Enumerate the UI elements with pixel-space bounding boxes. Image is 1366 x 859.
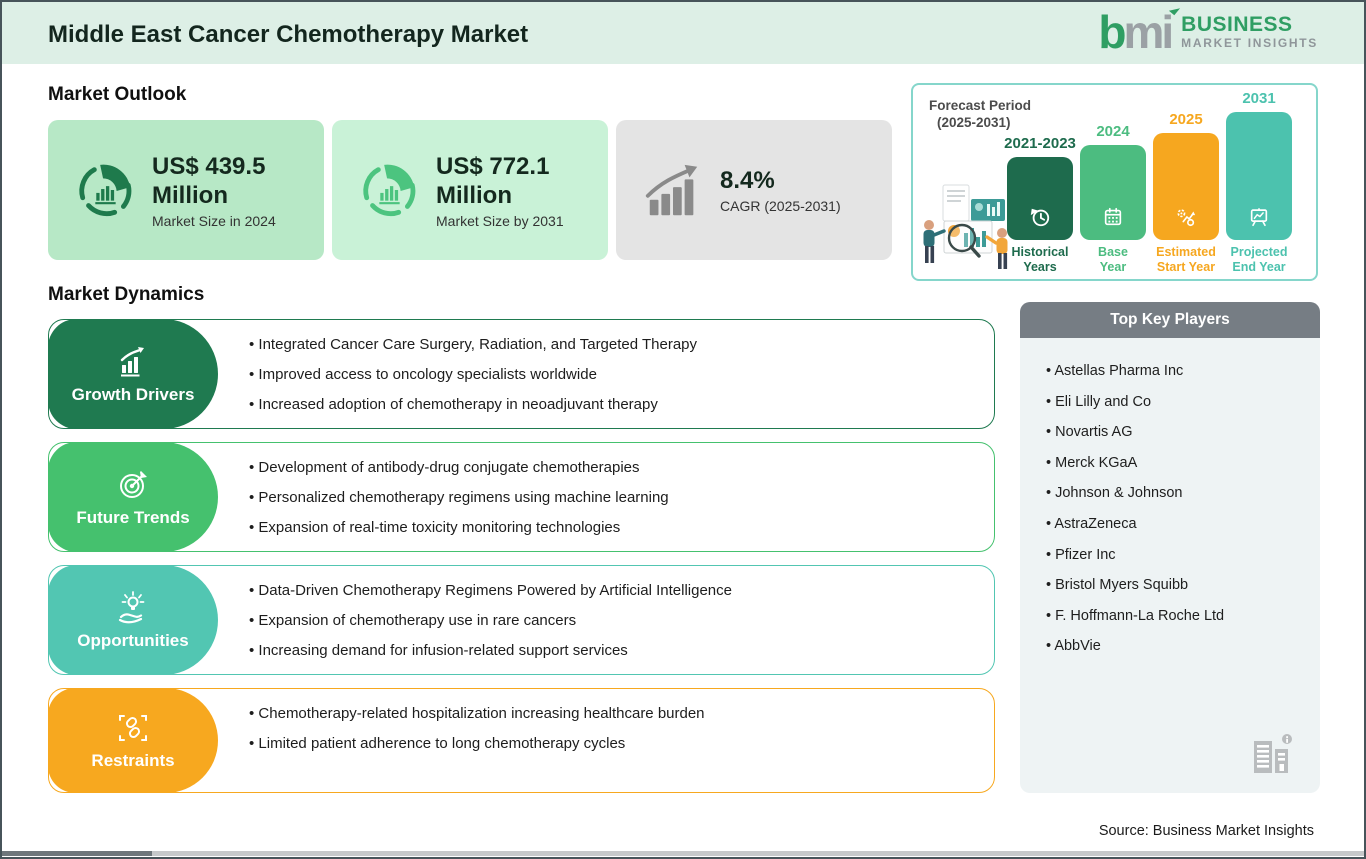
- logo-letter-i: i: [1161, 6, 1171, 58]
- scrollbar-thumb[interactable]: [2, 851, 152, 856]
- forecast-bar-estimated: [1153, 111, 1219, 240]
- list-item: • Personalized chemotherapy regimens using machine learning: [249, 483, 986, 513]
- bmi-logo-mark: [1098, 6, 1172, 58]
- card-caption: Market Size by 2031: [436, 212, 564, 229]
- dynamics-row-future-trends: [48, 442, 995, 552]
- card-value: US$ 439.5: [152, 152, 266, 180]
- forecast-bar-caption: Base Year: [1098, 245, 1128, 274]
- list-item: • Increasing demand for infusion-related support services: [249, 636, 986, 666]
- list-item: • Integrated Cancer Care Surgery, Radiation, and Targeted Therapy: [249, 330, 986, 360]
- growth-drivers-list: [249, 330, 986, 420]
- market-dynamics-heading: Market Dynamics: [48, 284, 205, 305]
- forecast-title: [929, 97, 1031, 131]
- future-trends-pill: [48, 442, 218, 552]
- forecast-year-label: 2024: [1096, 123, 1130, 140]
- top-key-players-panel: [1020, 302, 1320, 793]
- player-item: • Eli Lilly and Co: [1046, 387, 1312, 418]
- market-outlook-heading: Market Outlook: [48, 84, 187, 105]
- restraints-list: [249, 699, 986, 759]
- future-trends-list: [249, 453, 986, 543]
- list-item: • Data-Driven Chemotherapy Regimens Powered by Artificial Intelligence: [249, 576, 986, 606]
- card-unit: Million: [436, 181, 512, 209]
- outlook-cards: [48, 120, 892, 260]
- forecast-bar-caption: Projected End Year: [1230, 245, 1288, 274]
- list-item: • Development of antibody-drug conjugate chemotherapies: [249, 453, 986, 483]
- market-dynamics: [48, 319, 995, 806]
- forecast-bar-caption: Historical Years: [1011, 245, 1069, 274]
- key-players-list: [1020, 338, 1320, 662]
- list-item: • Limited patient adherence to long chemotherapy cycles: [249, 729, 986, 759]
- logo-text: [1181, 14, 1318, 50]
- player-item: • AbbVie: [1046, 631, 1312, 662]
- card-market-size-2031: [332, 120, 608, 260]
- restraints-pill: [48, 688, 218, 793]
- opportunities-list: [249, 576, 986, 666]
- player-item: • AstraZeneca: [1046, 509, 1312, 540]
- player-item: • Merck KGaA: [1046, 448, 1312, 479]
- player-item: • F. Hoffmann-La Roche Ltd: [1046, 601, 1312, 632]
- forecast-bar-projected: [1226, 90, 1292, 240]
- card-text: [152, 152, 276, 229]
- gear-chart-icon: [1175, 206, 1197, 228]
- growth-arrow-icon: [642, 159, 704, 221]
- forecast-bar: [1153, 133, 1219, 240]
- history-clock-icon: [1029, 206, 1051, 228]
- card-text: [436, 152, 564, 229]
- donut-bars-icon: [74, 159, 136, 221]
- card-text: [720, 166, 841, 214]
- pill-label: Restraints: [91, 751, 175, 770]
- list-item: • Improved access to oncology specialists worldwide: [249, 360, 986, 390]
- card-value: 8.4%: [720, 167, 775, 194]
- forecast-period-box: [911, 83, 1318, 281]
- chain-link-icon: [115, 710, 151, 746]
- card-caption: Market Size in 2024: [152, 212, 276, 229]
- list-item: • Chemotherapy-related hospitalization increasing healthcare burden: [249, 699, 986, 729]
- logo-letter-b: b: [1098, 6, 1124, 58]
- page-title: Middle East Cancer Chemotherapy Market: [48, 21, 529, 48]
- donut-bars-icon: [358, 159, 420, 221]
- pill-label: Future Trends: [76, 507, 190, 527]
- header-bar: [2, 2, 1364, 64]
- player-item: • Bristol Myers Squibb: [1046, 570, 1312, 601]
- forecast-title-line2: (2025-2031): [937, 115, 1011, 130]
- dynamics-row-opportunities: [48, 565, 995, 675]
- forecast-year-label: 2021-2023: [1004, 135, 1076, 152]
- card-value: US$ 772.1: [436, 152, 550, 180]
- forecast-title-line1: Forecast Period: [929, 98, 1032, 113]
- horizontal-scrollbar[interactable]: [2, 851, 1364, 856]
- target-dart-icon: [115, 467, 151, 503]
- growth-drivers-pill: [48, 319, 218, 429]
- bar-chart-arrow-icon: [115, 344, 151, 380]
- card-market-size-2024: [48, 120, 324, 260]
- company-buildings-icon: [1250, 731, 1296, 779]
- card-cagr: [616, 120, 892, 260]
- list-item: • Expansion of chemotherapy use in rare cancers: [249, 606, 986, 636]
- list-item: • Increased adoption of chemotherapy in neoadjuvant therapy: [249, 390, 986, 420]
- forecast-year-label: 2031: [1242, 90, 1276, 107]
- player-item: • Pfizer Inc: [1046, 540, 1312, 571]
- card-caption: CAGR (2025-2031): [720, 198, 841, 214]
- pill-label: Opportunities: [77, 630, 189, 650]
- dynamics-row-growth-drivers: [48, 319, 995, 429]
- player-item: • Astellas Pharma Inc: [1046, 356, 1312, 387]
- forecast-bar-caption: Estimated Start Year: [1156, 245, 1216, 274]
- logo-letter-m: m: [1123, 6, 1162, 58]
- top-key-players-heading: Top Key Players: [1020, 302, 1320, 338]
- player-item: • Johnson & Johnson: [1046, 478, 1312, 509]
- pill-label: Growth Drivers: [71, 384, 195, 404]
- source-note: Source: Business Market Insights: [1098, 823, 1314, 839]
- logo-line2: MARKET INSIGHTS: [1181, 35, 1318, 50]
- logo-line1: BUSINESS: [1181, 13, 1293, 37]
- presentation-chart-icon: [1248, 206, 1270, 228]
- calendar-icon: [1102, 206, 1124, 228]
- hand-lightbulb-icon: [115, 590, 151, 626]
- forecast-bar: [1080, 145, 1146, 240]
- player-item: • Novartis AG: [1046, 417, 1312, 448]
- bmi-logo: [1098, 6, 1318, 58]
- card-unit: Million: [152, 181, 228, 209]
- analysts-illustration: [916, 183, 1018, 277]
- list-item: • Expansion of real-time toxicity monitoring technologies: [249, 513, 986, 543]
- opportunities-pill: [48, 565, 218, 675]
- dynamics-row-restraints: [48, 688, 995, 793]
- forecast-year-label: 2025: [1169, 111, 1203, 128]
- forecast-bar: [1226, 112, 1292, 240]
- forecast-bar-base: [1080, 123, 1146, 240]
